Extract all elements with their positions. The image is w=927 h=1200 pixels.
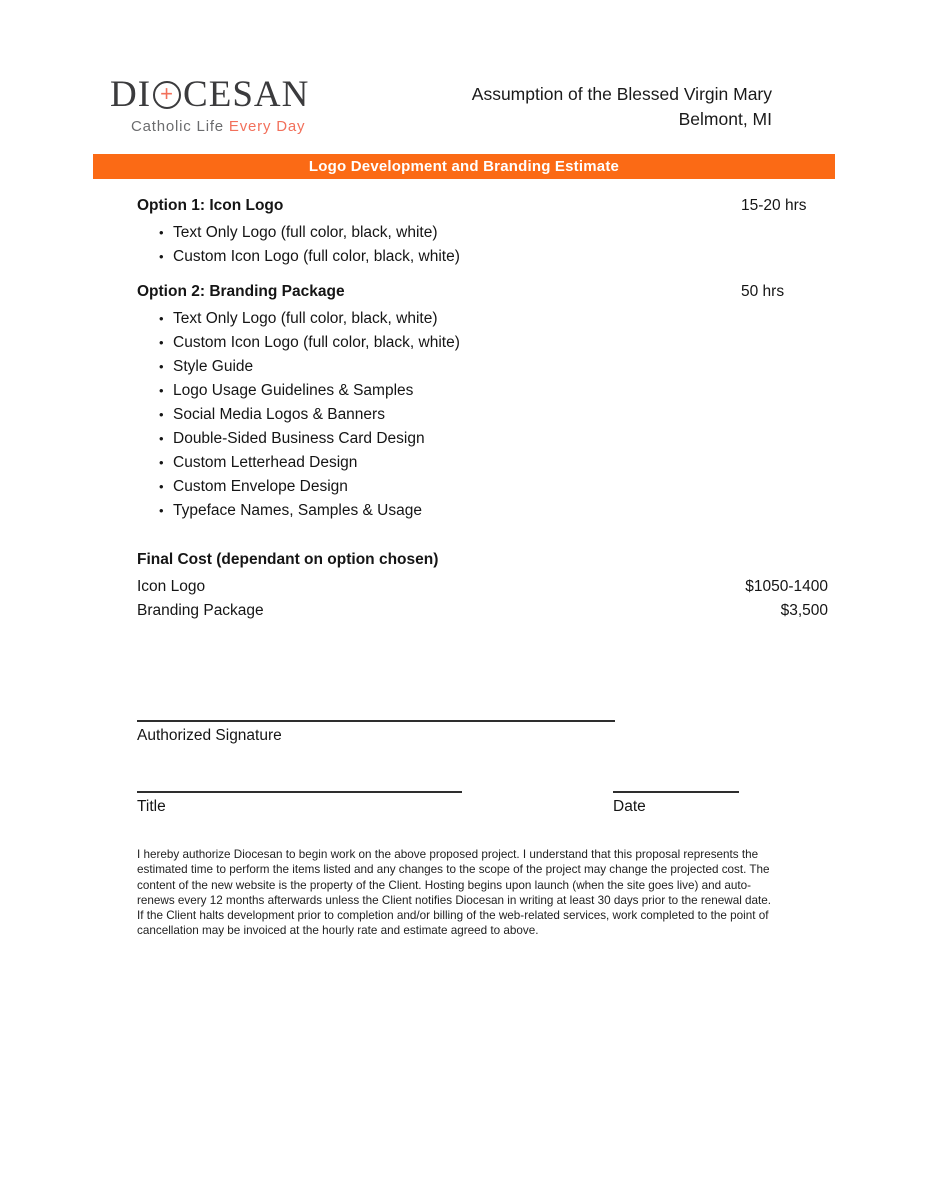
diocesan-wordmark xyxy=(110,76,309,113)
list-item-text: Logo Usage Guidelines & Samples xyxy=(173,382,414,399)
authorized-signature-label: Authorized Signature xyxy=(137,727,282,744)
option-2-header-row xyxy=(137,283,835,301)
list-item xyxy=(137,403,927,427)
list-item xyxy=(137,331,927,355)
list-item-text: Style Guide xyxy=(173,358,254,375)
list-item-text: Text Only Logo (full color, black, white) xyxy=(173,310,438,327)
list-item xyxy=(137,355,927,379)
list-item-text: Custom Envelope Design xyxy=(173,478,348,495)
cross-glyph: + xyxy=(160,80,174,106)
tagline-orange-text: Every Day xyxy=(228,118,306,135)
list-item xyxy=(137,475,927,499)
wordmark-text-left: DI xyxy=(110,74,152,115)
list-item-text: Text Only Logo (full color, black, white) xyxy=(173,224,438,241)
cost-label: Icon Logo xyxy=(137,578,206,595)
date-label: Date xyxy=(613,798,646,815)
wordmark-text-right: CESAN xyxy=(183,74,310,115)
cost-value: $1050-1400 xyxy=(745,578,828,595)
cost-row xyxy=(137,599,828,623)
list-item-text: Double-Sided Business Card Design xyxy=(173,430,425,447)
title-date-labels xyxy=(137,798,927,816)
final-cost-rows xyxy=(137,575,828,623)
title-date-lines xyxy=(137,791,927,793)
circle-cross-icon xyxy=(153,81,181,109)
option-2-hours: 50 hrs xyxy=(741,283,785,300)
option-1-items xyxy=(137,221,927,269)
list-item xyxy=(137,451,927,475)
client-info xyxy=(472,82,772,132)
cost-row xyxy=(137,575,828,599)
list-item xyxy=(137,379,927,403)
client-location: Belmont, MI xyxy=(678,109,772,129)
option-1-header-row xyxy=(137,197,835,215)
tagline-gray-text: Catholic Life xyxy=(131,118,229,135)
list-item xyxy=(137,427,927,451)
estimate-title-banner: Logo Development and Branding Estimate xyxy=(93,154,835,179)
option-1-heading: Option 1: Icon Logo xyxy=(137,197,284,214)
title-line xyxy=(137,791,462,793)
list-item-text: Typeface Names, Samples & Usage xyxy=(173,502,422,519)
authorized-signature-line xyxy=(137,720,615,722)
list-item xyxy=(137,499,927,523)
final-cost-heading: Final Cost (dependant on option chosen) xyxy=(137,551,439,568)
cost-label: Branding Package xyxy=(137,602,264,619)
document-header xyxy=(0,0,927,135)
list-item xyxy=(137,307,927,331)
client-name: Assumption of the Blessed Virgin Mary xyxy=(471,84,772,104)
list-item-text: Custom Icon Logo (full color, black, white) xyxy=(173,248,460,265)
date-line xyxy=(613,791,739,793)
diocesan-logo xyxy=(110,76,309,135)
option-1-hours: 15-20 hrs xyxy=(741,197,807,214)
option-2-heading: Option 2: Branding Package xyxy=(137,283,345,300)
logo-tagline xyxy=(131,118,309,135)
list-item xyxy=(137,245,927,269)
option-2-items xyxy=(137,307,927,523)
estimate-body xyxy=(137,197,927,939)
list-item-text: Social Media Logos & Banners xyxy=(173,406,385,423)
list-item xyxy=(137,221,927,245)
cost-value: $3,500 xyxy=(780,602,828,619)
authorization-legal-text: I hereby authorize Diocesan to begin work on the above proposed project. I understand that this proposal represents the estimated time to perform the items listed and any changes to the scope of the project may change the projected cost. The content of the new website is the property of the Client. Hosting begins upon launch (when the site goes live) and auto-renews every 12 months afterwards unless the Client notifies Diocesan in writing at least 30 days prior to the renewal date. If the Client halts development prior to completion and/or billing of the web-related services, work completed to the point of cancellation may be invoiced at the hourly rate and estimate agreed to above. xyxy=(137,848,772,938)
list-item-text: Custom Icon Logo (full color, black, white) xyxy=(173,334,460,351)
title-label: Title xyxy=(137,798,166,815)
list-item-text: Custom Letterhead Design xyxy=(173,454,358,471)
